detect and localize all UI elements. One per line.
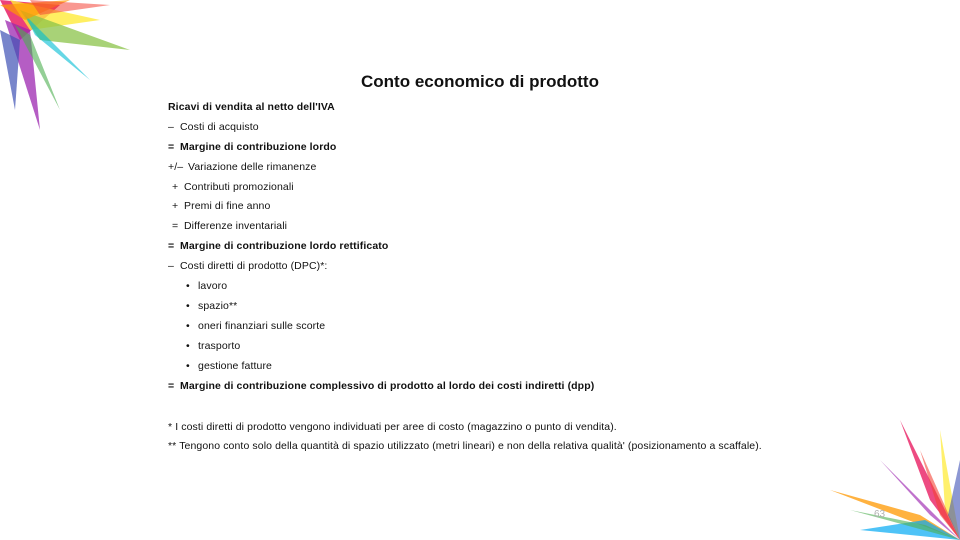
line-symbol: = <box>172 220 179 232</box>
line-symbol: +/– <box>168 161 184 173</box>
page-number: 63 <box>874 509 886 520</box>
bullet-text: gestione fatture <box>198 360 272 372</box>
line-adjusted-gross-margin <box>168 240 388 252</box>
line-purchase-costs <box>168 121 259 133</box>
bullet-dot: • <box>186 340 190 352</box>
line-text: Contributi promozionali <box>184 181 294 193</box>
bullet-item <box>186 320 325 332</box>
line-revenues <box>168 101 335 113</box>
bullet-dot: • <box>186 360 190 372</box>
line-text: Ricavi di vendita al netto dell'IVA <box>168 101 335 113</box>
line-text: Margine di contribuzione lordo <box>180 141 337 153</box>
line-symbol: = <box>168 380 175 392</box>
line-text: Premi di fine anno <box>184 200 271 212</box>
line-total-contribution-margin <box>168 380 594 392</box>
line-text: Costi di acquisto <box>180 121 259 133</box>
line-gross-margin <box>168 141 336 153</box>
line-text: Variazione delle rimanenze <box>188 161 317 173</box>
bullet-dot: • <box>186 320 190 332</box>
line-direct-product-costs <box>168 260 327 272</box>
footnote-2: ** Tengono conto solo della quantità di spazio utilizzato (metri lineari) e non della relativa qualità' (posizionamento a scaffale). <box>168 440 762 452</box>
line-text: Costi diretti di prodotto (DPC)*: <box>180 260 328 272</box>
bullet-dot: • <box>186 280 190 292</box>
bullet-text: spazio** <box>198 300 238 312</box>
bullet-text: oneri finanziari sulle scorte <box>198 320 326 332</box>
bullet-dot: • <box>186 300 190 312</box>
slide-title: Conto economico di prodotto <box>361 72 599 91</box>
line-inventory-differences <box>172 220 287 232</box>
bullet-text: lavoro <box>198 280 228 292</box>
line-symbol: – <box>168 260 174 272</box>
footnote-1: * I costi diretti di prodotto vengono individuati per aree di costo (magazzino o punto di vendita). <box>168 421 617 433</box>
line-text: Margine di contribuzione lordo rettificato <box>180 240 389 252</box>
line-symbol: – <box>168 121 174 133</box>
line-year-end-bonus <box>172 200 270 212</box>
bullet-item <box>186 340 240 352</box>
line-symbol: + <box>172 181 179 193</box>
bullet-item <box>186 280 227 292</box>
line-symbol: = <box>168 141 175 153</box>
line-symbol: = <box>168 240 175 252</box>
line-text: Differenze inventariali <box>184 220 288 232</box>
bullet-item <box>186 360 272 372</box>
starburst-decoration-top-left <box>0 0 140 135</box>
line-promo-contributions <box>172 181 294 193</box>
starburst-decoration-bottom-right <box>830 420 960 540</box>
bullet-item <box>186 300 237 312</box>
line-text: Margine di contribuzione complessivo di prodotto al lordo dei costi indiretti (dpp) <box>180 380 595 392</box>
bullet-text: trasporto <box>198 340 241 352</box>
line-inventory-change <box>168 161 316 173</box>
line-symbol: + <box>172 200 179 212</box>
